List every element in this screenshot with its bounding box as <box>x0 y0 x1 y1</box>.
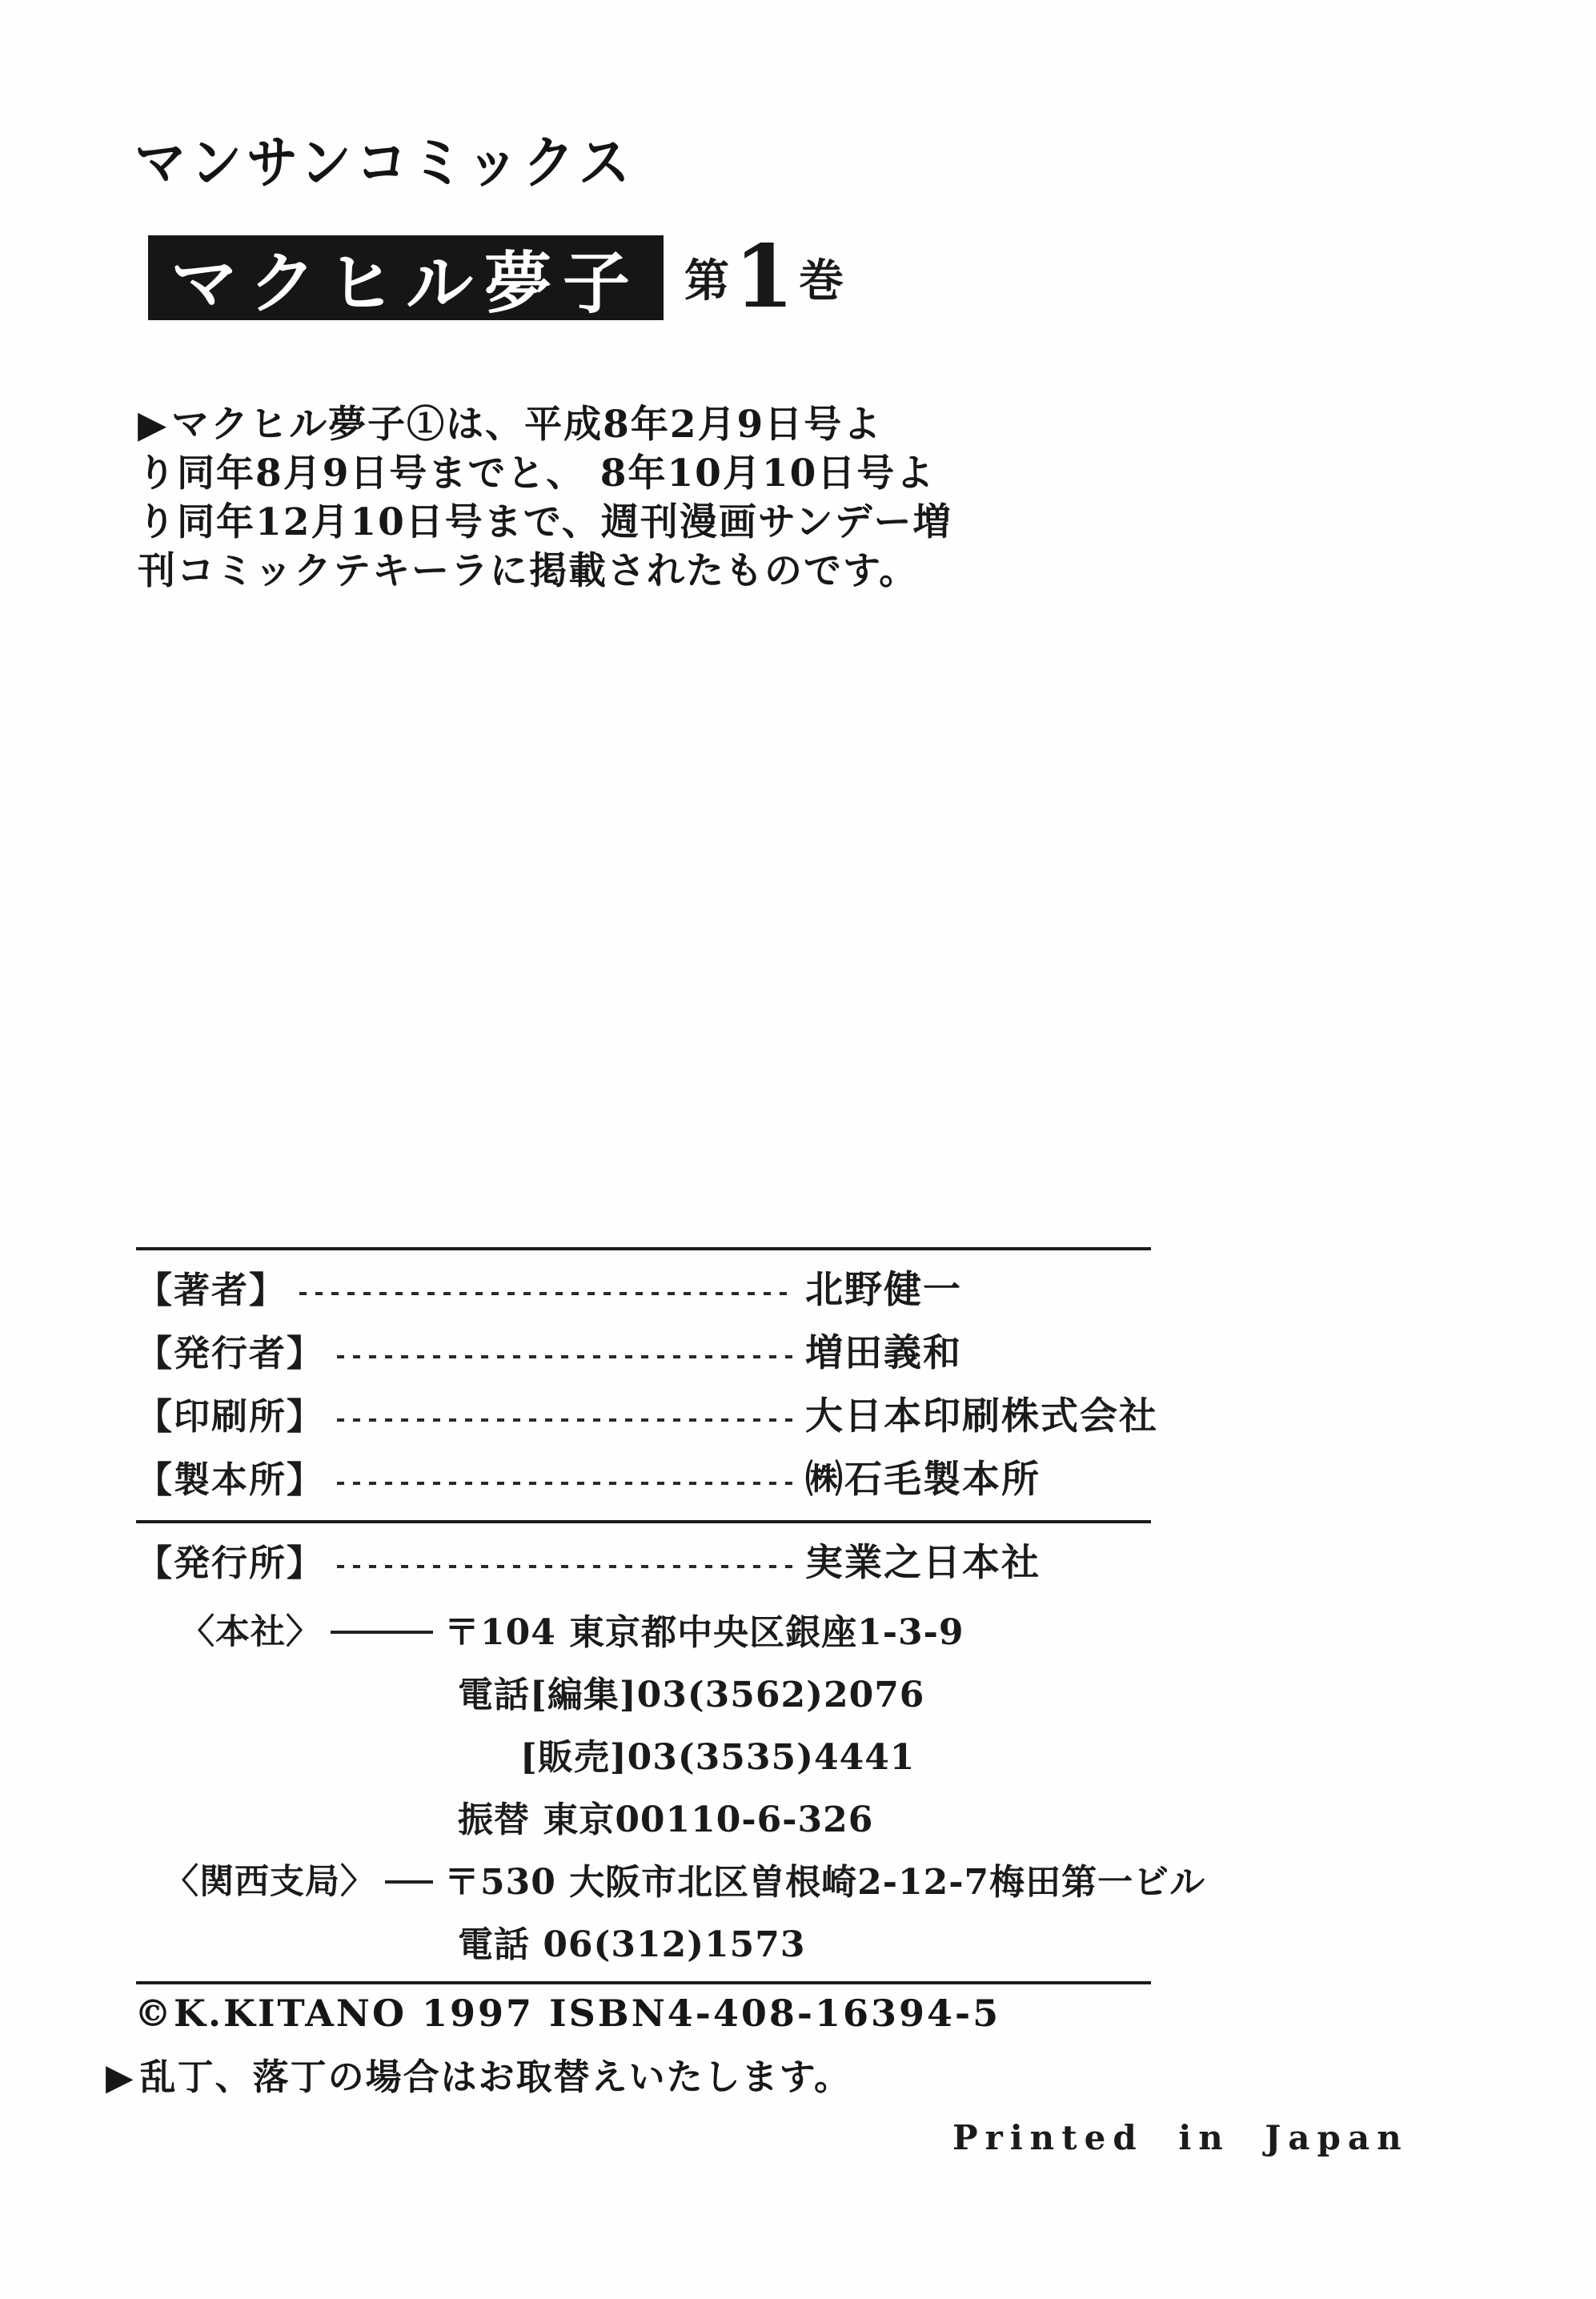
triangle-marker-icon: ▶ <box>106 2056 135 2098</box>
copyright-isbn-line: ©K.KITANO 1997 ISBN4-408-16394-5 <box>134 1992 1001 2035</box>
row-value: 大日本印刷株式会社 <box>805 1394 1158 1438</box>
divider-bottom <box>136 1981 1151 1984</box>
replacement-notice <box>106 2048 852 2100</box>
dotted-leader <box>299 1292 792 1295</box>
dotted-leader <box>337 1355 792 1358</box>
publication-note-line: 刊コミックテキーラに掲載されたものです。 <box>138 549 919 593</box>
dotted-leader <box>337 1482 792 1485</box>
colophon-row-printer <box>136 1382 1158 1445</box>
volume-suffix: 巻 <box>799 255 844 307</box>
office-label: 〈本社〉 <box>180 1611 321 1652</box>
title-row <box>148 227 844 328</box>
staff-rows <box>136 1250 1158 1508</box>
kansai-tel: 電話 06(312)1573 <box>458 1924 806 1965</box>
head-office-row <box>136 1598 1151 1660</box>
office-label: 〈関西支局〉 <box>164 1861 375 1902</box>
colophon-row-author <box>136 1255 1151 1318</box>
publication-note <box>138 400 952 596</box>
tel-sales: [販売]03(3535)4441 <box>520 1737 916 1778</box>
publication-note-text: マクヒル夢子①は、平成8年2月9日号よ <box>171 403 883 447</box>
colophon <box>136 1247 1206 1984</box>
kansai-branch-left <box>136 1855 444 1904</box>
row-value: 実業之日本社 <box>805 1541 1041 1585</box>
publication-note-line <box>138 400 952 449</box>
kansai-branch-row <box>136 1848 1206 1910</box>
row-value: ㈱石毛製本所 <box>805 1458 1041 1502</box>
replacement-notice-text: 乱丁、落丁の場合はお取替えいたします。 <box>139 2056 852 2098</box>
colophon-row-bindery <box>136 1445 1151 1508</box>
postal-transfer: 振替 東京00110-6-326 <box>458 1799 874 1840</box>
row-value: 増田義和 <box>805 1331 962 1375</box>
printed-in-japan: Printed in Japan <box>952 2118 1409 2157</box>
solid-leader <box>385 1880 433 1884</box>
dotted-leader <box>337 1418 792 1422</box>
tel-sales-row <box>136 1723 1151 1785</box>
publication-note-line: り同年8月9日号までと、 8年10月10日号よ <box>138 451 936 496</box>
imprint-logo: マンサンコミックス <box>134 130 635 197</box>
colophon-row-publisher-person <box>136 1318 1151 1382</box>
row-label: 【著者】 <box>136 1269 287 1311</box>
office-details <box>136 1598 1206 1972</box>
solid-leader <box>331 1631 433 1634</box>
tel-editorial-row <box>136 1660 1151 1723</box>
head-office-left <box>136 1605 444 1654</box>
volume-number: 1 <box>734 227 795 328</box>
book-title: マクヒル夢子 <box>148 235 664 320</box>
head-office-address: 〒104 東京都中央区銀座1-3-9 <box>444 1612 964 1653</box>
tel-editorial: 電話[編集]03(3562)2076 <box>458 1675 925 1715</box>
row-label: 【発行者】 <box>136 1332 325 1374</box>
kansai-branch-address: 〒530 大阪市北区曽根崎2-12-7梅田第一ビル <box>444 1862 1206 1903</box>
row-label: 【発行所】 <box>136 1542 325 1584</box>
publication-note-line: り同年12月10日号まで、週刊漫画サンデー増 <box>138 500 952 544</box>
row-label: 【製本所】 <box>136 1458 325 1501</box>
volume-prefix: 第 <box>684 255 730 307</box>
dotted-leader <box>337 1565 792 1568</box>
colophon-row-publishing-house <box>136 1528 1151 1591</box>
postal-transfer-row <box>136 1785 1151 1848</box>
row-label: 【印刷所】 <box>136 1395 325 1438</box>
volume-indicator <box>684 227 844 328</box>
kansai-tel-row <box>136 1910 1151 1972</box>
row-value: 北野健一 <box>805 1268 962 1312</box>
triangle-marker-icon: ▶ <box>138 403 169 447</box>
publisher-block <box>136 1523 1151 1591</box>
